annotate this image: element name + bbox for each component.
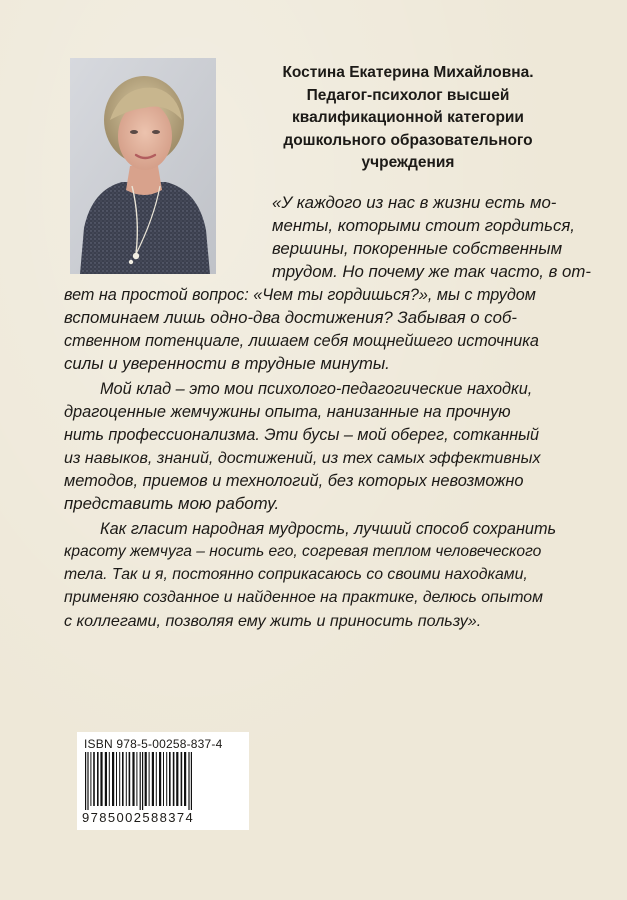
quote-line: представить мою работу. [64,494,280,513]
barcode-bar [156,752,157,806]
isbn-barcode [77,732,249,830]
quote-line: нить профессионализма. Эти бусы – мой оберег, сотканный [64,426,540,444]
barcode-bar [97,752,99,806]
quote-line: вет на простой вопрос: «Чем ты гордишься?», мы с трудом [64,286,536,304]
barcode-bar [87,752,88,810]
author-photo [70,58,216,274]
quote-line: вершины, покоренные собственным [272,239,563,258]
author-name: Костина Екатерина Михайловна. [282,64,534,81]
quote-line: из навыков, знаний, достижений, из тех самых эффективных [64,449,541,467]
quote-line: красоту жемчуга – носить его, согревая теплом человеческого [64,543,542,560]
barcode-bar [85,752,86,810]
quote-line: драгоценные жемчужины опыта, нанизанные на прочную [64,403,511,421]
author-portrait-image [70,58,216,274]
barcode-bar [90,752,91,806]
barcode-bar [191,752,192,810]
barcode-bar [109,752,110,806]
quote-line: трудом. Но почему же так часто, в от- [272,262,591,281]
barcode-bar [149,752,150,806]
quote-line: Мой клад – это мои психолого-педагогические находки, [100,380,533,398]
quote-line: вспоминаем лишь одно-два достижения? Забывая о соб- [64,308,517,327]
barcode-bar [163,752,164,806]
barcode-bar [132,752,134,806]
barcode-bar [100,752,102,806]
barcode-bar [181,752,183,806]
author-title-line: учреждения [361,154,455,171]
quote-line: методов, приемов и технологий, без которых невозможно [64,472,524,490]
barcode-digits: 9785002588374 [82,810,195,825]
barcode-bar [169,752,171,806]
quote-line: Как гласит народная мудрость, лучший способ сохранить [100,520,557,538]
barcode-bar [112,752,114,806]
quote-line: «У каждого из нас в жизни есть мо- [272,193,557,212]
barcode-bars [83,752,243,810]
author-title-line: квалификационной категории [292,109,524,126]
barcode-bar [145,752,147,806]
barcode-bar [159,752,161,806]
barcode-bar [166,752,167,806]
quote-line: с коллегами, позволяя ему жить и приносить пользу». [64,612,482,630]
barcode-bar [119,752,120,806]
barcode-bar [116,752,117,806]
author-title-line: дошкольного образовательного [283,131,533,149]
quote-line: тела. Так и я, постоянно соприкасаюсь со своими находками, [64,566,528,583]
quote-line: ственном потенциале, лишаем себя мощнейшего источника [64,332,539,350]
barcode-bar [184,752,186,806]
quote-line: менты, которыми стоит гордиться, [272,216,575,235]
barcode-bar [93,752,95,806]
barcode-bar [152,752,154,806]
barcode-bar [136,752,137,806]
barcode-bar [105,752,107,806]
barcode-bar [176,752,178,806]
quote-line: применяю созданное и найденное на практике, делюсь опытом [64,589,543,606]
barcode-bar [173,752,175,806]
author-title-line: Педагог-психолог высшей [306,86,510,104]
barcode-bar [129,752,131,806]
barcode-bar [122,752,124,806]
quote-line: силы и уверенности в трудные минуты. [64,354,390,373]
barcode-bar [140,752,141,810]
barcode-bar [126,752,127,806]
author-info [238,62,578,175]
barcode-bar [188,752,189,810]
barcode-bar [142,752,143,810]
isbn-number: ISBN 978-5-00258-837-4 [84,737,223,751]
